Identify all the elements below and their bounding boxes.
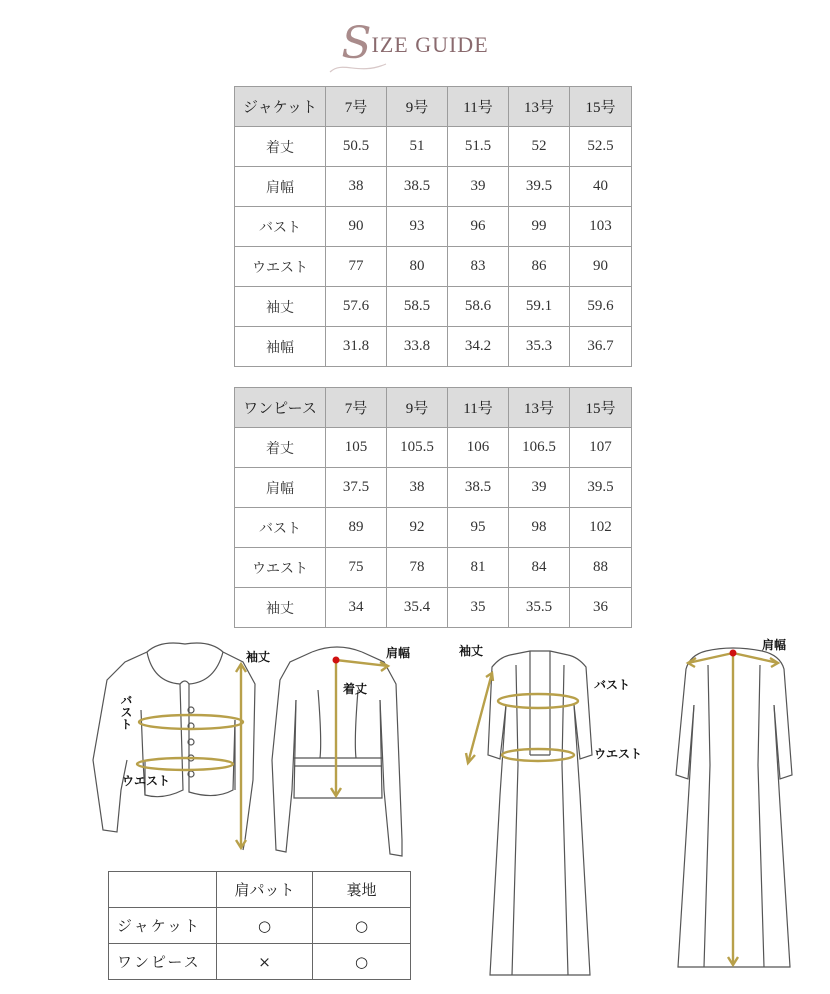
measurement-value: 83 (448, 247, 509, 287)
measurement-value: 103 (570, 207, 632, 247)
table-row (235, 428, 632, 468)
jacket-front-bust-label: バスト (119, 694, 133, 730)
table-corner-label: ワンピース (235, 388, 326, 428)
dress-front-sleeve-label: 袖丈 (459, 644, 484, 658)
measurement-value: 38 (387, 468, 448, 508)
measurement-label: 袖丈 (235, 588, 326, 628)
table-row (235, 468, 632, 508)
title-initial: S (341, 18, 372, 69)
jacket-back-illustration (262, 640, 422, 870)
option-mark: ○ (313, 944, 411, 980)
measurement-value: 40 (570, 167, 632, 207)
table-row (235, 588, 632, 628)
page-title (0, 18, 830, 68)
measurement-value: 77 (326, 247, 387, 287)
measurement-label: 着丈 (235, 127, 326, 167)
size-column-header: 13号 (509, 388, 570, 428)
measurement-value: 89 (326, 508, 387, 548)
option-column-header: 裏地 (313, 872, 411, 908)
measurement-value: 57.6 (326, 287, 387, 327)
measurement-value: 86 (509, 247, 570, 287)
measurement-value: 33.8 (387, 327, 448, 367)
dress-size-table (234, 387, 632, 628)
measurement-value: 35.3 (509, 327, 570, 367)
measurement-value: 99 (509, 207, 570, 247)
table-header-row (109, 872, 411, 908)
measurement-value: 52.5 (570, 127, 632, 167)
measurement-value: 35.4 (387, 588, 448, 628)
measurement-value: 58.5 (387, 287, 448, 327)
measurement-value: 39.5 (509, 167, 570, 207)
measurement-label: 肩幅 (235, 468, 326, 508)
measurement-value: 36.7 (570, 327, 632, 367)
measurement-value: 106.5 (509, 428, 570, 468)
measurement-value: 105 (326, 428, 387, 468)
jacket-front-illustration (85, 640, 275, 870)
measurement-label: 袖幅 (235, 327, 326, 367)
size-column-header: 11号 (448, 388, 509, 428)
measurement-value: 36 (570, 588, 632, 628)
measurement-value: 51 (387, 127, 448, 167)
table-row (235, 508, 632, 548)
measurement-value: 80 (387, 247, 448, 287)
jacket-front-sleeve-label: 袖丈 (246, 650, 271, 664)
measurement-value: 59.6 (570, 287, 632, 327)
measurement-value: 93 (387, 207, 448, 247)
table-row (109, 908, 411, 944)
table-row (235, 247, 632, 287)
table-row (235, 127, 632, 167)
table-row (235, 327, 632, 367)
measurement-value: 81 (448, 548, 509, 588)
measurement-value: 98 (509, 508, 570, 548)
measurement-value: 92 (387, 508, 448, 548)
measurement-label: バスト (235, 508, 326, 548)
measurement-label: 袖丈 (235, 287, 326, 327)
measurement-value: 39 (448, 167, 509, 207)
dress-front-waist-label: ウエスト (594, 747, 643, 761)
table-row (235, 287, 632, 327)
option-mark: ○ (313, 908, 411, 944)
table-row (235, 548, 632, 588)
table-corner-label: ジャケット (235, 87, 326, 127)
measurement-value: 96 (448, 207, 509, 247)
measurement-value: 58.6 (448, 287, 509, 327)
measurement-value: 102 (570, 508, 632, 548)
option-mark: × (217, 944, 313, 980)
dress-back-illustration (666, 645, 806, 985)
measurement-value: 90 (326, 207, 387, 247)
measurement-value: 105.5 (387, 428, 448, 468)
measurement-value: 35 (448, 588, 509, 628)
measurement-value: 38 (326, 167, 387, 207)
measurement-value: 78 (387, 548, 448, 588)
measurement-value: 50.5 (326, 127, 387, 167)
measurement-value: 59.1 (509, 287, 570, 327)
options-table (108, 871, 411, 980)
table-header-row (235, 388, 632, 428)
measurement-value: 37.5 (326, 468, 387, 508)
measurement-label: バスト (235, 207, 326, 247)
size-column-header: 15号 (570, 388, 632, 428)
option-mark: ○ (217, 908, 313, 944)
size-column-header: 15号 (570, 87, 632, 127)
table-header-row (235, 87, 632, 127)
jacket-front-waist-label: ウエスト (122, 774, 171, 788)
table-corner-cell (109, 872, 217, 908)
jacket-back-shoulder-label: 肩幅 (386, 646, 411, 660)
measurement-value: 106 (448, 428, 509, 468)
measurement-value: 34 (326, 588, 387, 628)
measurement-label: ウエスト (235, 247, 326, 287)
measurement-value: 39 (509, 468, 570, 508)
option-column-header: 肩パット (217, 872, 313, 908)
measurement-value: 84 (509, 548, 570, 588)
measurement-value: 88 (570, 548, 632, 588)
size-column-header: 11号 (448, 87, 509, 127)
size-column-header: 7号 (326, 87, 387, 127)
jacket-size-table (234, 86, 632, 367)
garment-label: ジャケット (109, 908, 217, 944)
table-row (235, 207, 632, 247)
size-column-header: 9号 (387, 87, 448, 127)
measurement-value: 39.5 (570, 468, 632, 508)
size-column-header: 9号 (387, 388, 448, 428)
measurement-value: 90 (570, 247, 632, 287)
measurement-value: 34.2 (448, 327, 509, 367)
measurement-value: 107 (570, 428, 632, 468)
measurement-value: 31.8 (326, 327, 387, 367)
dress-front-bust-label: バスト (594, 678, 631, 692)
dress-front-illustration (460, 645, 620, 985)
measurement-label: ウエスト (235, 548, 326, 588)
garment-label: ワンピース (109, 944, 217, 980)
measurement-value: 35.5 (509, 588, 570, 628)
title-swash-ornament (328, 58, 388, 76)
measurement-value: 38.5 (448, 468, 509, 508)
size-column-header: 7号 (326, 388, 387, 428)
measurement-value: 51.5 (448, 127, 509, 167)
title-text: IZE GUIDE (371, 32, 489, 57)
measurement-value: 38.5 (387, 167, 448, 207)
measurement-value: 95 (448, 508, 509, 548)
jacket-back-length-label: 着丈 (343, 682, 368, 696)
table-row (109, 944, 411, 980)
table-row (235, 167, 632, 207)
measurement-label: 着丈 (235, 428, 326, 468)
dress-back-shoulder-label: 肩幅 (762, 638, 787, 652)
measurement-value: 52 (509, 127, 570, 167)
size-column-header: 13号 (509, 87, 570, 127)
measurement-value: 75 (326, 548, 387, 588)
measurement-label: 肩幅 (235, 167, 326, 207)
